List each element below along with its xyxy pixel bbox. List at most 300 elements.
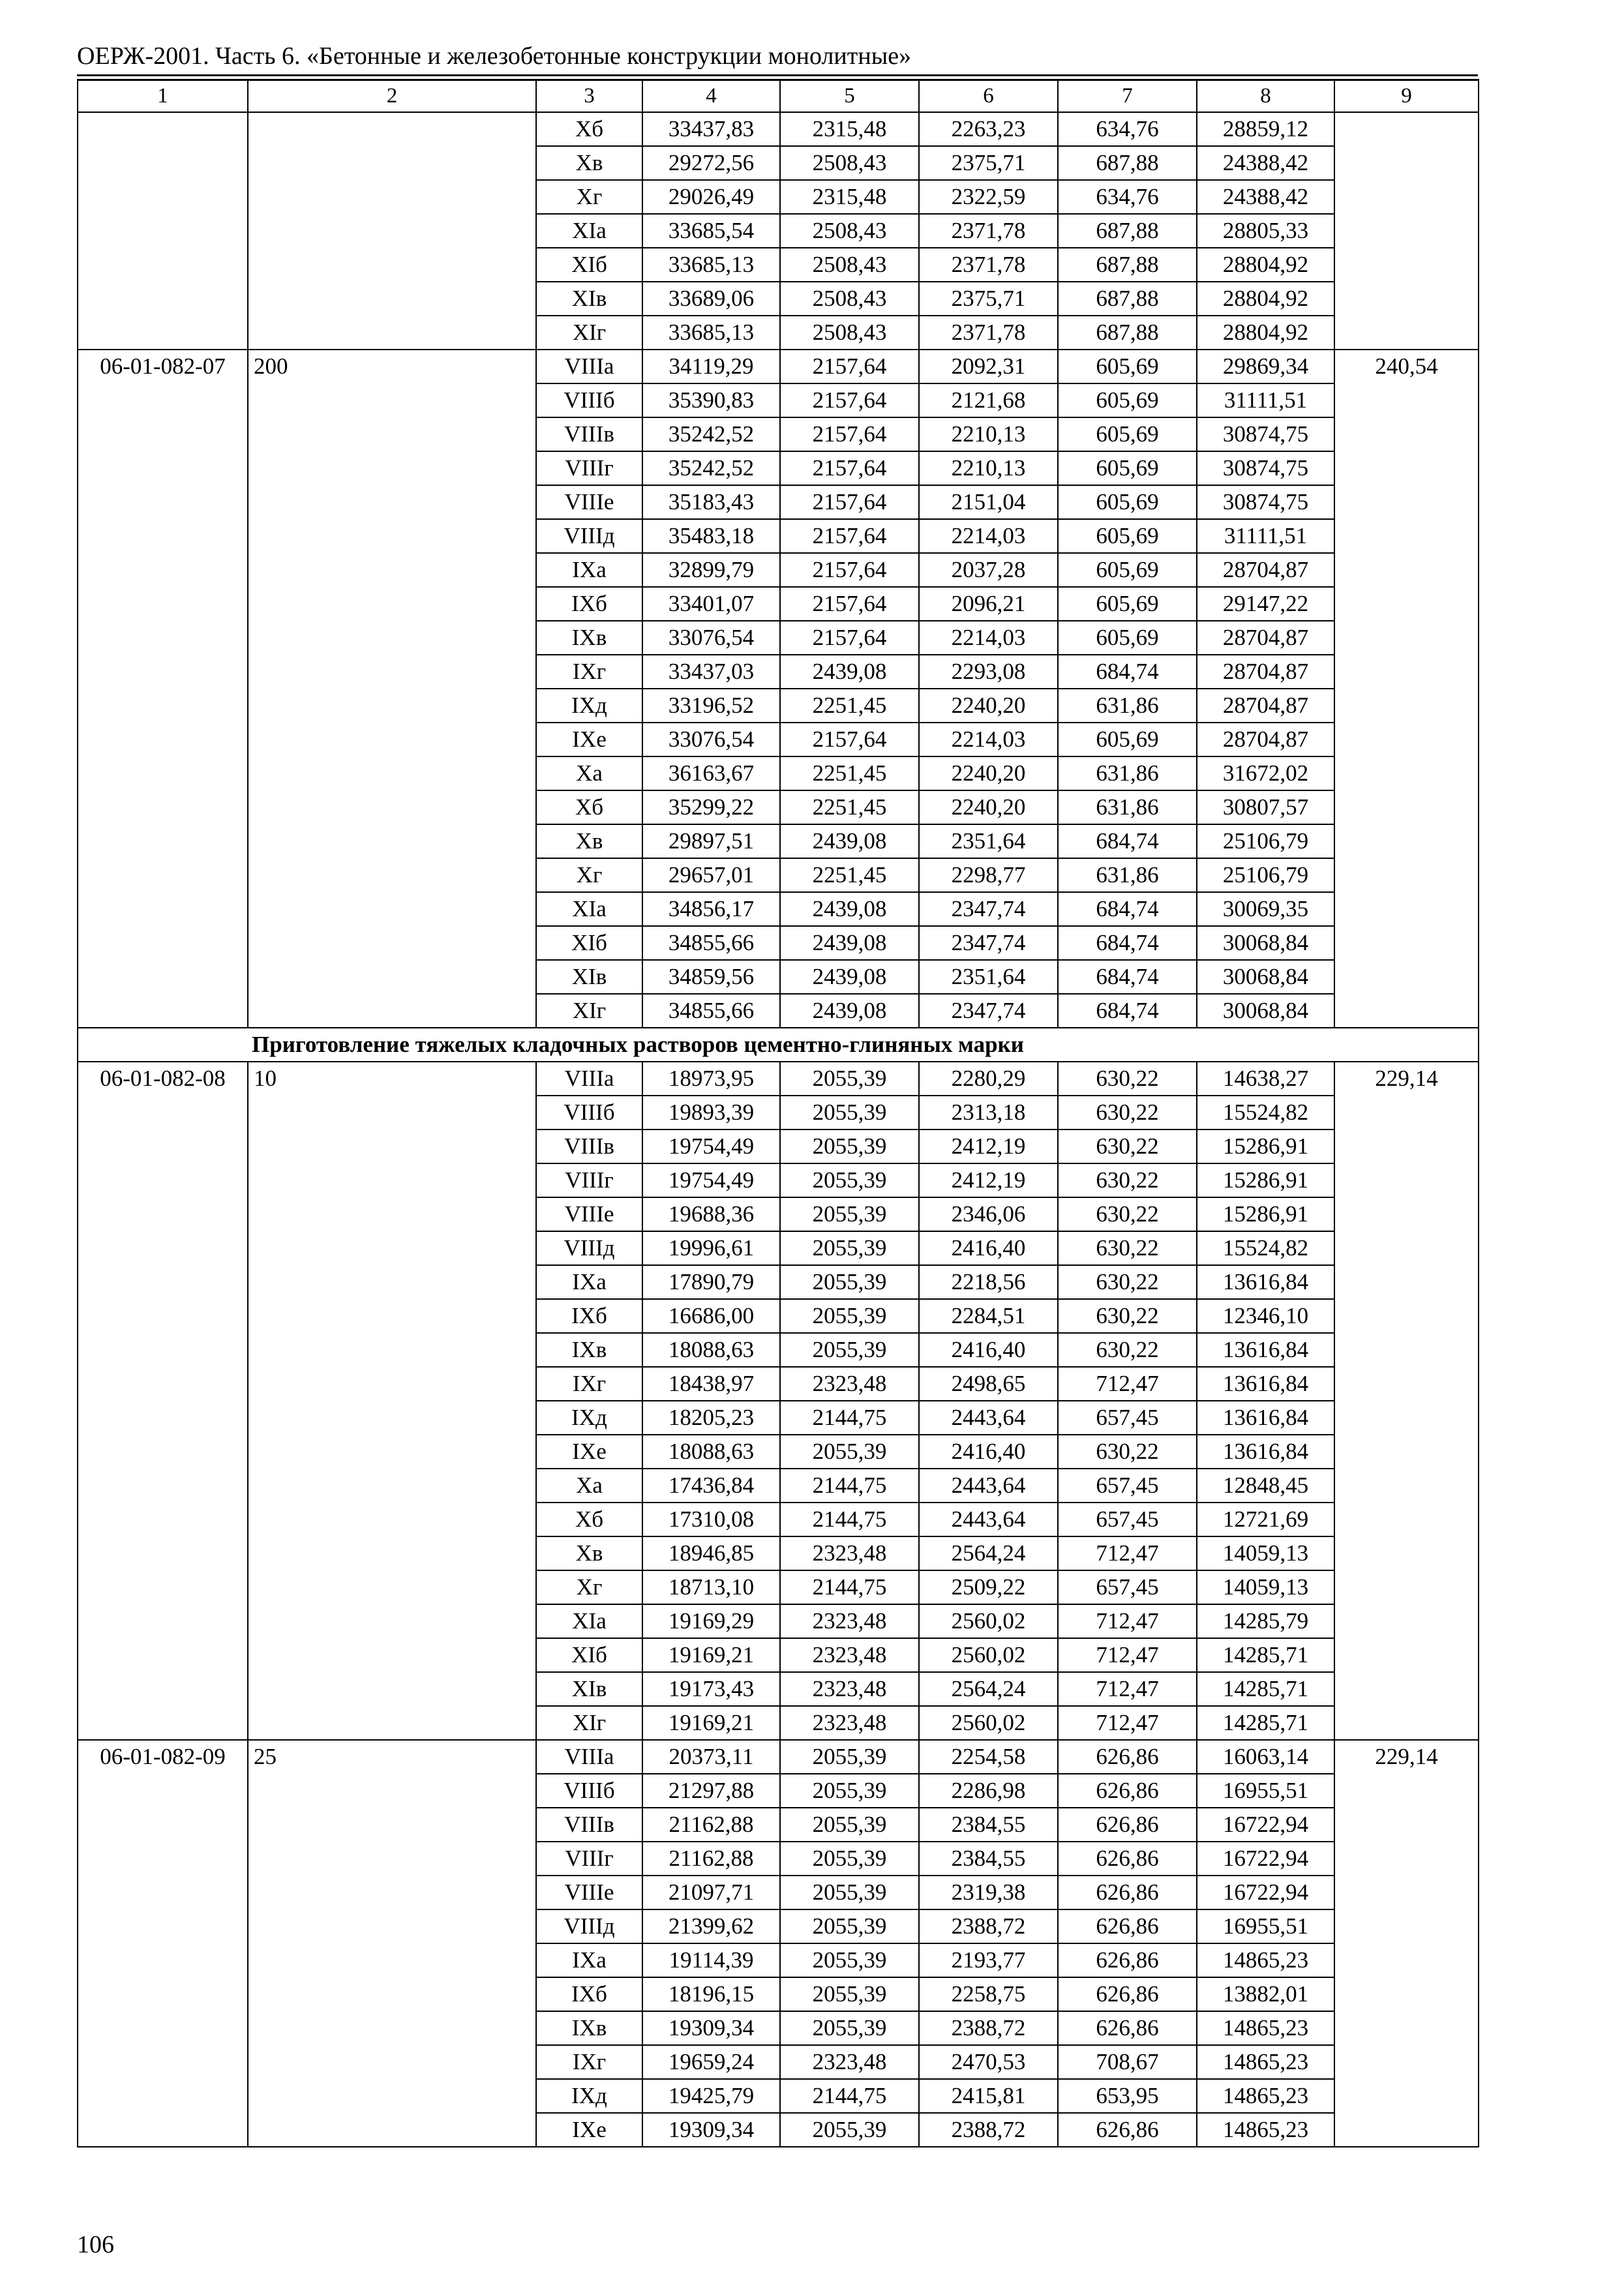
operator-wages-cell: 626,86 [1058,2011,1197,2045]
machine-cost-cell: 2509,22 [919,1570,1058,1604]
machine-cost-cell: 2293,08 [919,655,1058,689]
wages-cell: 2055,39 [780,1265,919,1299]
materials-cost-cell: 16955,51 [1197,1909,1334,1943]
wages-cell: 2055,39 [780,1231,919,1265]
total-cost-cell: 34119,29 [642,350,780,383]
total-cost-cell: 36163,67 [642,756,780,790]
wages-cell: 2055,39 [780,1909,919,1943]
total-cost-cell: 19893,39 [642,1096,780,1130]
total-cost-cell: 29272,56 [642,146,780,180]
total-cost-cell: 33689,06 [642,282,780,316]
materials-cost-cell: 12346,10 [1197,1299,1334,1333]
section-title: Приготовление тяжелых кладочных растворов цементно-глиняных марки [78,1028,1479,1062]
machine-cost-cell: 2416,40 [919,1231,1058,1265]
column-header: 9 [1334,80,1479,112]
materials-cost-cell: 25106,79 [1197,824,1334,858]
wages-cell: 2251,45 [780,689,919,723]
wages-cell: 2055,39 [780,1842,919,1876]
wages-cell: 2144,75 [780,1401,919,1435]
wages-cell: 2055,39 [780,1163,919,1197]
operator-wages-cell: 630,22 [1058,1163,1197,1197]
machine-cost-cell: 2416,40 [919,1333,1058,1367]
operator-wages-cell: 684,74 [1058,655,1197,689]
machine-cost-cell: 2280,29 [919,1062,1058,1096]
item-code: 06-01-082-09 [78,1740,248,2147]
materials-cost-cell: 13616,84 [1197,1367,1334,1401]
materials-cost-cell: 30807,57 [1197,790,1334,824]
materials-cost-cell: 25106,79 [1197,858,1334,892]
operator-wages-cell: 605,69 [1058,451,1197,485]
wages-cell: 2055,39 [780,1197,919,1231]
item-value: 25 [248,1740,536,2147]
operator-wages-cell: 657,45 [1058,1570,1197,1604]
wages-cell: 2055,39 [780,1774,919,1808]
total-cost-cell: 18088,63 [642,1435,780,1469]
materials-cost-cell: 14059,13 [1197,1536,1334,1570]
operator-wages-cell: 626,86 [1058,1808,1197,1842]
total-cost-cell: 35242,52 [642,451,780,485]
materials-cost-cell: 14865,23 [1197,2045,1334,2079]
zone-cell: VIIIa [536,1062,642,1096]
total-cost-cell: 34855,66 [642,994,780,1028]
wages-cell: 2439,08 [780,994,919,1028]
zone-cell: IXe [536,723,642,756]
wages-cell: 2439,08 [780,960,919,994]
operator-wages-cell: 657,45 [1058,1469,1197,1503]
materials-cost-cell: 14059,13 [1197,1570,1334,1604]
total-cost-cell: 35390,83 [642,383,780,417]
wages-cell: 2251,45 [780,858,919,892]
operator-wages-cell: 634,76 [1058,180,1197,214]
total-cost-cell: 19996,61 [642,1231,780,1265]
materials-cost-cell: 14865,23 [1197,2079,1334,2113]
wages-cell: 2055,39 [780,1435,919,1469]
section-header-row [78,1028,1479,1062]
wages-cell: 2144,75 [780,1469,919,1503]
materials-cost-cell: 14285,71 [1197,1706,1334,1740]
operator-wages-cell: 626,86 [1058,1842,1197,1876]
zone-cell: Xг [536,1570,642,1604]
materials-cost-cell: 15286,91 [1197,1163,1334,1197]
item-code: 06-01-082-07 [78,350,248,1028]
materials-cost-cell: 14865,23 [1197,2113,1334,2147]
zone-cell: VIIIг [536,1163,642,1197]
operator-wages-cell: 605,69 [1058,485,1197,519]
column-header: 8 [1197,80,1334,112]
labor-cell: 229,14 [1334,1740,1479,2147]
wages-cell: 2144,75 [780,1503,919,1536]
machine-cost-cell: 2371,78 [919,214,1058,248]
operator-wages-cell: 684,74 [1058,994,1197,1028]
operator-wages-cell: 712,47 [1058,1706,1197,1740]
total-cost-cell: 35183,43 [642,485,780,519]
zone-cell: VIIIб [536,1096,642,1130]
operator-wages-cell: 708,67 [1058,2045,1197,2079]
machine-cost-cell: 2151,04 [919,485,1058,519]
materials-cost-cell: 13616,84 [1197,1333,1334,1367]
materials-cost-cell: 16955,51 [1197,1774,1334,1808]
materials-cost-cell: 28704,87 [1197,655,1334,689]
total-cost-cell: 21399,62 [642,1909,780,1943]
machine-cost-cell: 2092,31 [919,350,1058,383]
column-header: 7 [1058,80,1197,112]
total-cost-cell: 17890,79 [642,1265,780,1299]
zone-cell: VIIIд [536,1231,642,1265]
machine-cost-cell: 2193,77 [919,1943,1058,1977]
machine-cost-cell: 2254,58 [919,1740,1058,1774]
total-cost-cell: 19309,34 [642,2113,780,2147]
operator-wages-cell: 684,74 [1058,892,1197,926]
materials-cost-cell: 13616,84 [1197,1435,1334,1469]
wages-cell: 2508,43 [780,282,919,316]
zone-cell: Xг [536,180,642,214]
wages-cell: 2315,48 [780,112,919,146]
machine-cost-cell: 2443,64 [919,1503,1058,1536]
machine-cost-cell: 2096,21 [919,587,1058,621]
materials-cost-cell: 30068,84 [1197,994,1334,1028]
zone-cell: VIIIa [536,350,642,383]
machine-cost-cell: 2560,02 [919,1638,1058,1672]
materials-cost-cell: 14285,71 [1197,1638,1334,1672]
materials-cost-cell: 16722,94 [1197,1842,1334,1876]
table-row [78,1740,1479,1774]
materials-cost-cell: 28804,92 [1197,248,1334,282]
total-cost-cell: 29026,49 [642,180,780,214]
operator-wages-cell: 605,69 [1058,519,1197,553]
operator-wages-cell: 631,86 [1058,790,1197,824]
operator-wages-cell: 605,69 [1058,723,1197,756]
materials-cost-cell: 28804,92 [1197,316,1334,350]
materials-cost-cell: 16063,14 [1197,1740,1334,1774]
operator-wages-cell: 626,86 [1058,1740,1197,1774]
zone-cell: VIIIд [536,519,642,553]
machine-cost-cell: 2319,38 [919,1876,1058,1909]
total-cost-cell: 21297,88 [642,1774,780,1808]
zone-cell: XIг [536,1706,642,1740]
zone-cell: Xa [536,1469,642,1503]
total-cost-cell: 19425,79 [642,2079,780,2113]
column-header-row [78,80,1479,112]
item-value [248,112,536,350]
machine-cost-cell: 2384,55 [919,1808,1058,1842]
machine-cost-cell: 2214,03 [919,621,1058,655]
column-header: 3 [536,80,642,112]
total-cost-cell: 19114,39 [642,1943,780,1977]
total-cost-cell: 32899,79 [642,553,780,587]
machine-cost-cell: 2346,06 [919,1197,1058,1231]
operator-wages-cell: 687,88 [1058,214,1197,248]
zone-cell: IXг [536,655,642,689]
zone-cell: Xв [536,824,642,858]
wages-cell: 2055,39 [780,1876,919,1909]
wages-cell: 2055,39 [780,2011,919,2045]
zone-cell: VIIIб [536,1774,642,1808]
total-cost-cell: 33401,07 [642,587,780,621]
operator-wages-cell: 605,69 [1058,383,1197,417]
operator-wages-cell: 626,86 [1058,1909,1197,1943]
wages-cell: 2157,64 [780,621,919,655]
machine-cost-cell: 2210,13 [919,451,1058,485]
zone-cell: IXд [536,2079,642,2113]
wages-cell: 2323,48 [780,1367,919,1401]
operator-wages-cell: 605,69 [1058,553,1197,587]
zone-cell: Xб [536,112,642,146]
operator-wages-cell: 626,86 [1058,2113,1197,2147]
zone-cell: XIб [536,248,642,282]
wages-cell: 2251,45 [780,790,919,824]
total-cost-cell: 34859,56 [642,960,780,994]
materials-cost-cell: 13882,01 [1197,1977,1334,2011]
materials-cost-cell: 24388,42 [1197,146,1334,180]
machine-cost-cell: 2412,19 [919,1163,1058,1197]
machine-cost-cell: 2412,19 [919,1130,1058,1163]
materials-cost-cell: 31111,51 [1197,519,1334,553]
zone-cell: Xв [536,1536,642,1570]
wages-cell: 2323,48 [780,1672,919,1706]
wages-cell: 2439,08 [780,655,919,689]
table-row [78,112,1479,146]
total-cost-cell: 33437,83 [642,112,780,146]
column-header: 5 [780,80,919,112]
header-rule [77,74,1478,76]
page-header [77,40,1478,72]
table-row [78,350,1479,383]
wages-cell: 2157,64 [780,350,919,383]
total-cost-cell: 19169,21 [642,1638,780,1672]
total-cost-cell: 35242,52 [642,417,780,451]
total-cost-cell: 35299,22 [642,790,780,824]
total-cost-cell: 34855,66 [642,926,780,960]
zone-cell: Xa [536,756,642,790]
table-row [78,1062,1479,1096]
zone-cell: XIв [536,1672,642,1706]
wages-cell: 2508,43 [780,316,919,350]
column-header: 1 [78,80,248,112]
zone-cell: VIIIв [536,417,642,451]
operator-wages-cell: 712,47 [1058,1672,1197,1706]
wages-cell: 2323,48 [780,1604,919,1638]
wages-cell: 2055,39 [780,1096,919,1130]
zone-cell: IXa [536,553,642,587]
machine-cost-cell: 2443,64 [919,1469,1058,1503]
materials-cost-cell: 29869,34 [1197,350,1334,383]
materials-cost-cell: 14285,71 [1197,1672,1334,1706]
wages-cell: 2055,39 [780,1977,919,2011]
machine-cost-cell: 2037,28 [919,553,1058,587]
materials-cost-cell: 30874,75 [1197,451,1334,485]
operator-wages-cell: 630,22 [1058,1231,1197,1265]
wages-cell: 2323,48 [780,1536,919,1570]
total-cost-cell: 17436,84 [642,1469,780,1503]
machine-cost-cell: 2210,13 [919,417,1058,451]
materials-cost-cell: 28704,87 [1197,689,1334,723]
total-cost-cell: 21097,71 [642,1876,780,1909]
machine-cost-cell: 2560,02 [919,1604,1058,1638]
wages-cell: 2055,39 [780,1740,919,1774]
wages-cell: 2055,39 [780,1943,919,1977]
operator-wages-cell: 684,74 [1058,824,1197,858]
wages-cell: 2157,64 [780,723,919,756]
zone-cell: VIIIв [536,1808,642,1842]
column-header: 4 [642,80,780,112]
machine-cost-cell: 2240,20 [919,790,1058,824]
operator-wages-cell: 605,69 [1058,587,1197,621]
materials-cost-cell: 28704,87 [1197,553,1334,587]
wages-cell: 2323,48 [780,1706,919,1740]
machine-cost-cell: 2298,77 [919,858,1058,892]
zone-cell: VIIIe [536,1876,642,1909]
operator-wages-cell: 712,47 [1058,1536,1197,1570]
operator-wages-cell: 631,86 [1058,689,1197,723]
total-cost-cell: 18946,85 [642,1536,780,1570]
wages-cell: 2315,48 [780,180,919,214]
zone-cell: VIIIд [536,1909,642,1943]
zone-cell: VIIIб [536,383,642,417]
materials-cost-cell: 13616,84 [1197,1401,1334,1435]
total-cost-cell: 19659,24 [642,2045,780,2079]
labor-cell: 229,14 [1334,1062,1479,1740]
operator-wages-cell: 653,95 [1058,2079,1197,2113]
total-cost-cell: 21162,88 [642,1808,780,1842]
operator-wages-cell: 630,22 [1058,1130,1197,1163]
materials-cost-cell: 12721,69 [1197,1503,1334,1536]
materials-cost-cell: 13616,84 [1197,1265,1334,1299]
total-cost-cell: 29897,51 [642,824,780,858]
machine-cost-cell: 2347,74 [919,926,1058,960]
labor-cell: 240,54 [1334,350,1479,1028]
item-code: 06-01-082-08 [78,1062,248,1740]
operator-wages-cell: 634,76 [1058,112,1197,146]
item-code [78,112,248,350]
materials-cost-cell: 14285,79 [1197,1604,1334,1638]
total-cost-cell: 18973,95 [642,1062,780,1096]
operator-wages-cell: 657,45 [1058,1401,1197,1435]
zone-cell: IXг [536,1367,642,1401]
machine-cost-cell: 2347,74 [919,994,1058,1028]
zone-cell: IXг [536,2045,642,2079]
zone-cell: IXд [536,1401,642,1435]
wages-cell: 2055,39 [780,2113,919,2147]
operator-wages-cell: 631,86 [1058,756,1197,790]
operator-wages-cell: 712,47 [1058,1604,1197,1638]
wages-cell: 2144,75 [780,1570,919,1604]
zone-cell: IXв [536,2011,642,2045]
machine-cost-cell: 2375,71 [919,146,1058,180]
materials-cost-cell: 28704,87 [1197,723,1334,756]
materials-cost-cell: 14865,23 [1197,2011,1334,2045]
operator-wages-cell: 687,88 [1058,316,1197,350]
document-title: ОЕРЖ-2001. Часть 6. «Бетонные и железобетонные конструкции монолитные» [77,42,912,70]
total-cost-cell: 33076,54 [642,723,780,756]
zone-cell: XIa [536,214,642,248]
operator-wages-cell: 684,74 [1058,960,1197,994]
zone-cell: IXe [536,2113,642,2147]
machine-cost-cell: 2286,98 [919,1774,1058,1808]
machine-cost-cell: 2388,72 [919,2113,1058,2147]
wages-cell: 2508,43 [780,146,919,180]
machine-cost-cell: 2371,78 [919,248,1058,282]
labor-cell [1334,112,1479,350]
materials-cost-cell: 28805,33 [1197,214,1334,248]
wages-cell: 2157,64 [780,553,919,587]
column-header: 6 [919,80,1058,112]
total-cost-cell: 19688,36 [642,1197,780,1231]
wages-cell: 2055,39 [780,1808,919,1842]
materials-cost-cell: 16722,94 [1197,1876,1334,1909]
zone-cell: VIIIг [536,1842,642,1876]
wages-cell: 2439,08 [780,926,919,960]
machine-cost-cell: 2416,40 [919,1435,1058,1469]
zone-cell: XIб [536,926,642,960]
page-number: 106 [77,2231,114,2258]
wages-cell: 2055,39 [780,1062,919,1096]
machine-cost-cell: 2263,23 [919,112,1058,146]
total-cost-cell: 18088,63 [642,1333,780,1367]
machine-cost-cell: 2470,53 [919,2045,1058,2079]
zone-cell: Xб [536,1503,642,1536]
operator-wages-cell: 605,69 [1058,417,1197,451]
materials-cost-cell: 30068,84 [1197,926,1334,960]
materials-cost-cell: 28804,92 [1197,282,1334,316]
machine-cost-cell: 2498,65 [919,1367,1058,1401]
materials-cost-cell: 15286,91 [1197,1130,1334,1163]
materials-cost-cell: 24388,42 [1197,180,1334,214]
zone-cell: IXв [536,621,642,655]
materials-cost-cell: 12848,45 [1197,1469,1334,1503]
materials-cost-cell: 31111,51 [1197,383,1334,417]
total-cost-cell: 19169,21 [642,1706,780,1740]
operator-wages-cell: 605,69 [1058,621,1197,655]
machine-cost-cell: 2351,64 [919,824,1058,858]
zone-cell: IXa [536,1943,642,1977]
total-cost-cell: 18438,97 [642,1367,780,1401]
total-cost-cell: 33437,03 [642,655,780,689]
machine-cost-cell: 2560,02 [919,1706,1058,1740]
wages-cell: 2055,39 [780,1333,919,1367]
wages-cell: 2055,39 [780,1130,919,1163]
wages-cell: 2157,64 [780,451,919,485]
operator-wages-cell: 630,22 [1058,1333,1197,1367]
materials-cost-cell: 15524,82 [1197,1231,1334,1265]
total-cost-cell: 29657,01 [642,858,780,892]
machine-cost-cell: 2564,24 [919,1536,1058,1570]
machine-cost-cell: 2214,03 [919,519,1058,553]
operator-wages-cell: 631,86 [1058,858,1197,892]
zone-cell: XIг [536,994,642,1028]
materials-cost-cell: 15524,82 [1197,1096,1334,1130]
operator-wages-cell: 687,88 [1058,282,1197,316]
zone-cell: IXв [536,1333,642,1367]
zone-cell: IXд [536,689,642,723]
operator-wages-cell: 712,47 [1058,1638,1197,1672]
wages-cell: 2157,64 [780,519,919,553]
machine-cost-cell: 2258,75 [919,1977,1058,2011]
materials-cost-cell: 28859,12 [1197,112,1334,146]
total-cost-cell: 33196,52 [642,689,780,723]
operator-wages-cell: 630,22 [1058,1197,1197,1231]
total-cost-cell: 33685,13 [642,316,780,350]
materials-cost-cell: 16722,94 [1197,1808,1334,1842]
machine-cost-cell: 2218,56 [919,1265,1058,1299]
machine-cost-cell: 2564,24 [919,1672,1058,1706]
wages-cell: 2251,45 [780,756,919,790]
total-cost-cell: 19754,49 [642,1163,780,1197]
zone-cell: VIIIг [536,451,642,485]
operator-wages-cell: 630,22 [1058,1435,1197,1469]
zone-cell: VIIIв [536,1130,642,1163]
zone-cell: IXe [536,1435,642,1469]
machine-cost-cell: 2240,20 [919,689,1058,723]
